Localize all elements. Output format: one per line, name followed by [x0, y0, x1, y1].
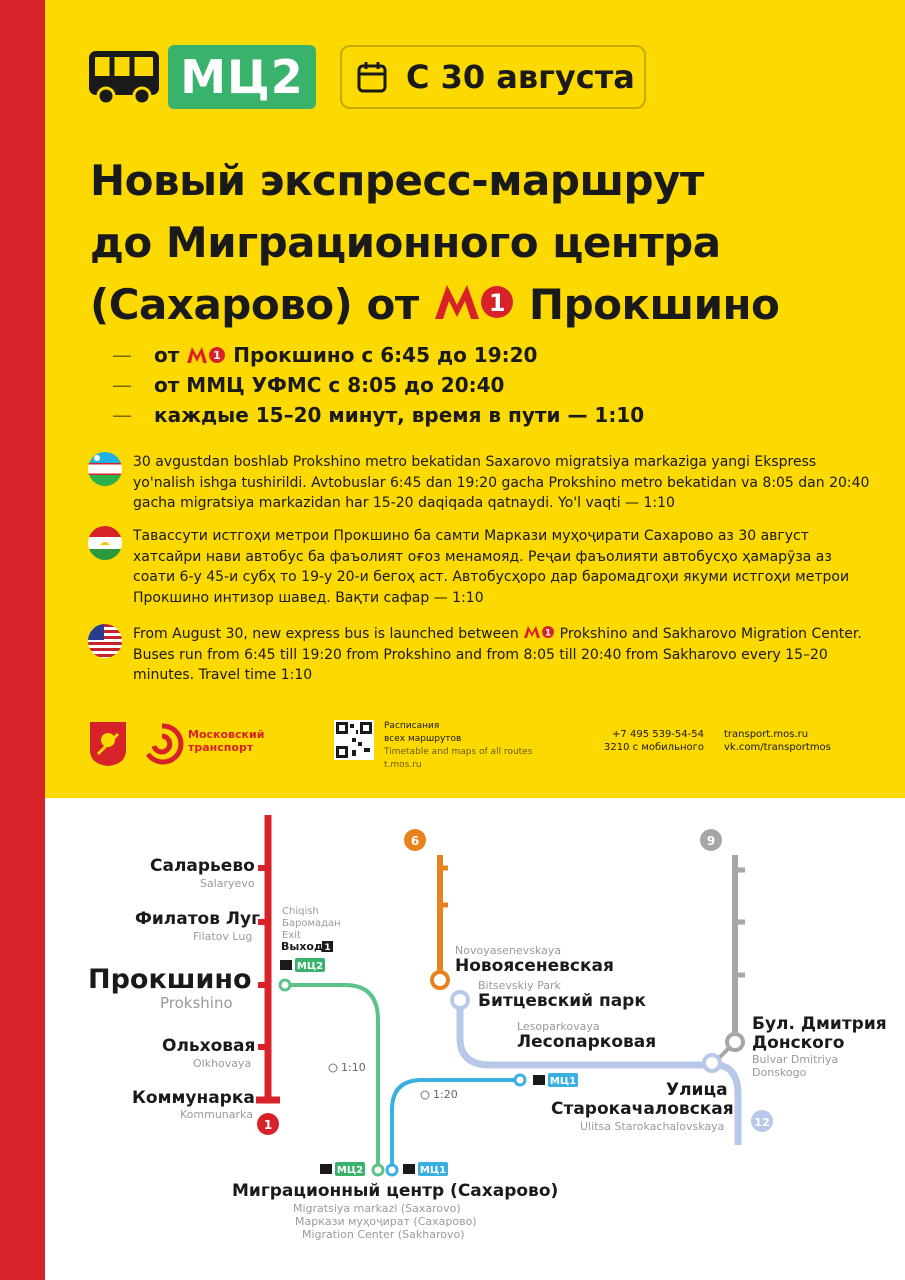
station-bulvar-lat-1: Bulvar Dmitriya	[752, 1053, 839, 1066]
mc2-badge-label: МЦ2	[336, 1165, 364, 1176]
exit-uz: Chiqish	[282, 906, 319, 917]
brand-line-2: транспорт	[188, 741, 254, 754]
left-red-stripe	[0, 0, 45, 1280]
mc1-badge-label: МЦ1	[419, 1165, 447, 1176]
mc2-badge-label: МЦ2	[296, 961, 324, 972]
schedule-info	[384, 720, 532, 772]
bullet-text	[154, 340, 537, 370]
bus-icon	[88, 50, 160, 106]
metro-logo-icon	[186, 346, 226, 364]
headline-line-2: до Миграционного центра	[90, 218, 721, 267]
headline-line-1: Новый экспресс-маршрут	[90, 156, 704, 205]
mc2-badge-sakharovo	[320, 1162, 365, 1176]
station-ulitsa-2: Старокачаловская	[551, 1099, 734, 1119]
calendar-icon	[356, 60, 388, 98]
travel-time-mc2: 1:10	[341, 1061, 366, 1074]
station-bulvar-1: Бул. Дмитрия	[752, 1014, 887, 1034]
station-prokshino: Прокшино	[88, 964, 252, 995]
message-english-text	[133, 624, 873, 686]
brand-line-1: Московский	[188, 728, 265, 741]
metro-logo-icon	[433, 278, 515, 340]
schedule-ru-2: всех маршрутов	[384, 734, 462, 744]
schedule-bullets	[112, 340, 812, 430]
exit-number: 1	[324, 943, 331, 953]
line-12-number: 12	[754, 1116, 770, 1129]
schedule-ru-1: Расписания	[384, 721, 440, 731]
brand-name	[188, 728, 264, 754]
website-link[interactable]: transport.mos.ru	[724, 729, 809, 740]
message-english-text-a: From August 30, new express bus is launched between	[133, 626, 519, 642]
mc1-badge-lesoparkovaya	[533, 1073, 578, 1087]
station-bulvar-2: Донского	[752, 1033, 845, 1053]
metro-line-number: 1	[488, 289, 505, 317]
line-9-number: 9	[706, 834, 716, 848]
station-migration-center-uz: Migratsiya markazi (Saxarovo)	[293, 1202, 461, 1215]
station-salaryevo-lat: Salaryevo	[200, 877, 255, 890]
station-migration-center-en: Migration Center (Sakharovo)	[302, 1228, 465, 1241]
station-salaryevo: Саларьево	[150, 856, 255, 876]
schedule-link[interactable]: t.mos.ru	[384, 760, 422, 770]
route-badge-mc2: МЦ2	[168, 45, 316, 109]
headline-line-3	[90, 274, 870, 340]
station-bulvar-lat-2: Donskogo	[752, 1066, 807, 1079]
vk-link[interactable]: vk.com/transportmos	[724, 742, 831, 753]
usa-flag-icon	[88, 624, 122, 658]
station-filatov-lat: Filatov Lug	[193, 930, 253, 943]
mobile-number[interactable]: 3210 с мобильного	[604, 742, 704, 753]
station-prokshino-lat: Prokshino	[160, 994, 233, 1012]
message-tajik	[88, 526, 868, 612]
headline	[90, 150, 870, 340]
bullet-pre: от	[154, 343, 180, 367]
mc1-badge-label: МЦ1	[549, 1076, 577, 1087]
station-olkhovaya-lat: Olkhovaya	[193, 1057, 252, 1070]
metro-line-number: 1	[213, 349, 222, 362]
travel-time-mc1: 1:20	[433, 1088, 458, 1101]
schedule-en: Timetable and maps of all routes	[384, 747, 533, 757]
bullet-dash: —	[112, 403, 132, 427]
date-badge	[340, 45, 646, 109]
station-olkhovaya: Ольховая	[162, 1036, 256, 1056]
headline-line-3-b: Прокшино	[528, 280, 780, 329]
headline-line-3-a: (Сахарово) от	[90, 280, 419, 329]
station-novoyasenevskaya-lat: Novoyasenevskaya	[455, 944, 562, 957]
station-novoyasenevskaya: Новоясеневская	[455, 956, 614, 976]
exit-en: Exit	[282, 930, 301, 941]
mc1-badge-sakharovo	[403, 1162, 448, 1176]
bullet-text: каждые 15–20 минут, время в пути — 1:10	[154, 403, 645, 427]
bullet-dash: —	[112, 373, 132, 397]
station-kommunarka-lat: Kommunarka	[180, 1108, 253, 1121]
station-bitsevsky: Битцевский парк	[478, 991, 646, 1011]
station-migration-center: Миграционный центр (Сахарово)	[232, 1181, 559, 1201]
qr-code-icon[interactable]	[334, 720, 374, 760]
message-uzbek-text: 30 avgustdan boshlab Prokshino metro bekatidan Saxarovo migratsiya markaziga yangi Ekspress yo'nalish ishga tushirildi. Avtobuslar 6:45 dan 19:20 gacha Prokshino metro bekatidan va 8:05 dan 20:40 gacha migratsiya markazidan har 15-20 daqiqada qatnaydi. Yo'l vaqti — 1:10	[133, 454, 870, 511]
footer	[88, 718, 848, 778]
message-tajik-text: Тавассути истгоҳи метрои Прокшино ба самти Маркази муҳоҷирати Сахарово аз 30 август хатсайри нави автобус ба фаъолият оғоз менамояд. Реҷаи фаъолияти автобусҳо ҳамарӯза аз соати 6-у 45-и субҳ то 19-у 20-и бегоҳ аст. Автобусҳоро дар баромадгоҳи якуми истгоҳи метрои Прокшино интизор шавед. Вақти сафар — 1:10	[133, 528, 850, 606]
metro-logo-icon	[523, 625, 555, 639]
station-bitsevsky-lat: Bitsevskiy Park	[478, 979, 561, 992]
station-migration-center-tj: Маркази муҳоҷират (Сахарово)	[295, 1215, 477, 1228]
message-uzbek	[88, 452, 868, 522]
moscow-transport-logo-icon	[140, 722, 184, 770]
station-lesoparkovaya-lat: Lesoparkovaya	[517, 1020, 600, 1033]
date-label: С 30 августа	[406, 58, 635, 96]
bullet-item	[112, 400, 812, 430]
clock-icon	[421, 1091, 429, 1099]
phone-number[interactable]: +7 495 539-54-54	[612, 729, 704, 740]
line-1-number: 1	[263, 1118, 273, 1132]
mc2-badge-prokshino	[280, 958, 325, 972]
bullet-item	[112, 340, 812, 370]
exit-ru: Выход	[281, 940, 323, 953]
uzbekistan-flag-icon	[88, 452, 122, 486]
contact-phone	[596, 728, 704, 754]
message-english-text-b: Prokshino and Sakharovo Migration Center. Buses run from 6:45 till 19:20 from Prokshino and from 8:05 till 20:40 from Sakharovo every 15–20 minutes. Travel time 1:10	[133, 626, 862, 683]
moscow-coat-of-arms-icon	[88, 720, 128, 772]
line-6-number: 6	[410, 834, 420, 848]
station-ulitsa-1: Улица	[666, 1080, 728, 1100]
message-english	[88, 624, 868, 688]
bullet-main: Прокшино с 6:45 до 19:20	[233, 343, 538, 367]
metro-line-number: 1	[545, 628, 552, 639]
station-kommunarka: Коммунарка	[132, 1088, 255, 1108]
bullet-text: от ММЦ УФМС с 8:05 до 20:40	[154, 373, 505, 397]
exit-tj: Баромадан	[282, 918, 341, 929]
tajikistan-flag-icon	[88, 526, 122, 560]
clock-icon	[329, 1064, 337, 1072]
station-lesoparkovaya: Лесопарковая	[517, 1032, 657, 1052]
bullet-dash: —	[112, 343, 132, 367]
station-ulitsa-lat: Ulitsa Starokachalovskaya	[580, 1120, 725, 1133]
bullet-item	[112, 370, 812, 400]
station-filatov: Филатов Луг	[135, 909, 260, 929]
contact-web	[724, 728, 831, 754]
